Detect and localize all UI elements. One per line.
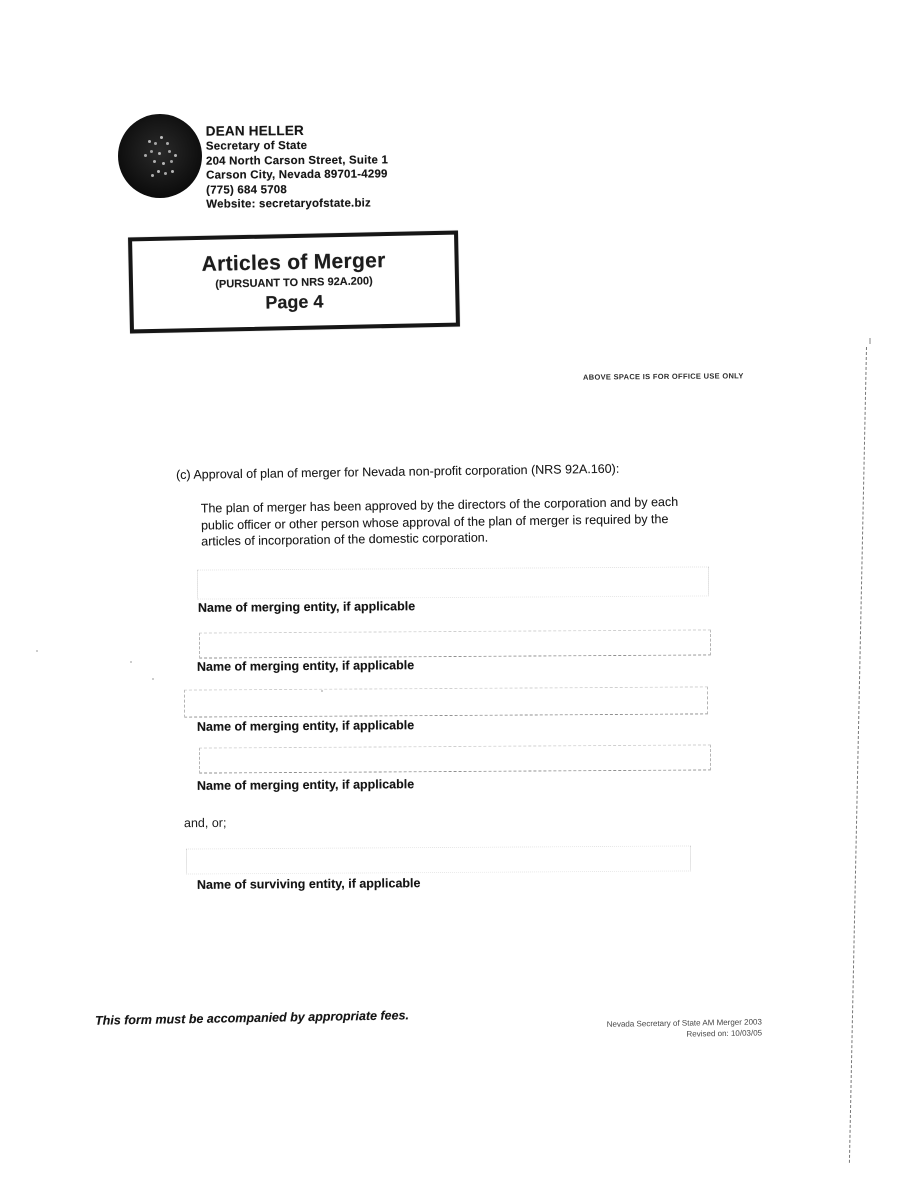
section-c-paragraph: The plan of merger has been approved by the directors of the corporation and by each public officer or other person whose approval of the plan of merger is required by the articles of incorporation of the domestic corporation. <box>200 494 679 549</box>
merging-entity-label-2: Name of merging entity, if applicable <box>196 658 415 674</box>
phone-number: (775) 684 5708 <box>206 183 288 197</box>
merging-entity-input-3[interactable] <box>184 686 708 717</box>
revision-date-line: Revised on: 10/03/05 <box>686 1028 763 1039</box>
merging-entity-input-4[interactable] <box>199 744 711 773</box>
scan-artifact <box>869 338 871 344</box>
secretary-name: DEAN HELLER <box>205 122 305 139</box>
scan-speck <box>321 690 323 692</box>
secretary-title: Secretary of State <box>205 139 308 153</box>
merging-entity-label-4: Name of merging entity, if applicable <box>196 777 415 793</box>
letterhead-block <box>206 121 389 212</box>
form-statute-reference: (PURSUANT TO NRS 92A.200) <box>215 275 373 291</box>
merging-entity-input-2[interactable] <box>199 629 711 658</box>
address-line-1: 204 North Carson Street, Suite 1 <box>205 153 389 168</box>
surviving-entity-label: Name of surviving entity, if applicable <box>196 876 421 892</box>
office-use-note: ABOVE SPACE IS FOR OFFICE USE ONLY <box>582 371 744 382</box>
form-page-number: Page 4 <box>265 291 324 313</box>
address-line-2: Carson City, Nevada 89701-4299 <box>206 168 388 182</box>
state-seal-icon <box>118 114 202 198</box>
website-line: Website: secretaryofstate.biz <box>206 197 372 211</box>
merging-entity-input-1[interactable] <box>197 566 709 599</box>
surviving-entity-input[interactable] <box>186 845 691 874</box>
and-or-connector: and, or; <box>183 815 227 831</box>
seal-detail <box>148 140 151 143</box>
scan-fold-line <box>849 347 867 1163</box>
section-c-heading: (c) Approval of plan of merger for Nevada non-profit corporation (NRS 92A.160): <box>175 461 620 482</box>
form-revision-block <box>562 1016 762 1041</box>
scan-speck <box>152 678 154 680</box>
form-id-line: Nevada Secretary of State AM Merger 2003 <box>606 1017 762 1029</box>
form-title-box <box>128 231 460 334</box>
fees-note: This form must be accompanied by appropriate fees. <box>94 1008 410 1028</box>
scan-speck <box>130 661 132 663</box>
scan-speck <box>36 650 38 652</box>
merging-entity-label-3: Name of merging entity, if applicable <box>196 718 415 734</box>
form-title: Articles of Merger <box>201 249 386 276</box>
merging-entity-label-1: Name of merging entity, if applicable <box>197 599 416 615</box>
